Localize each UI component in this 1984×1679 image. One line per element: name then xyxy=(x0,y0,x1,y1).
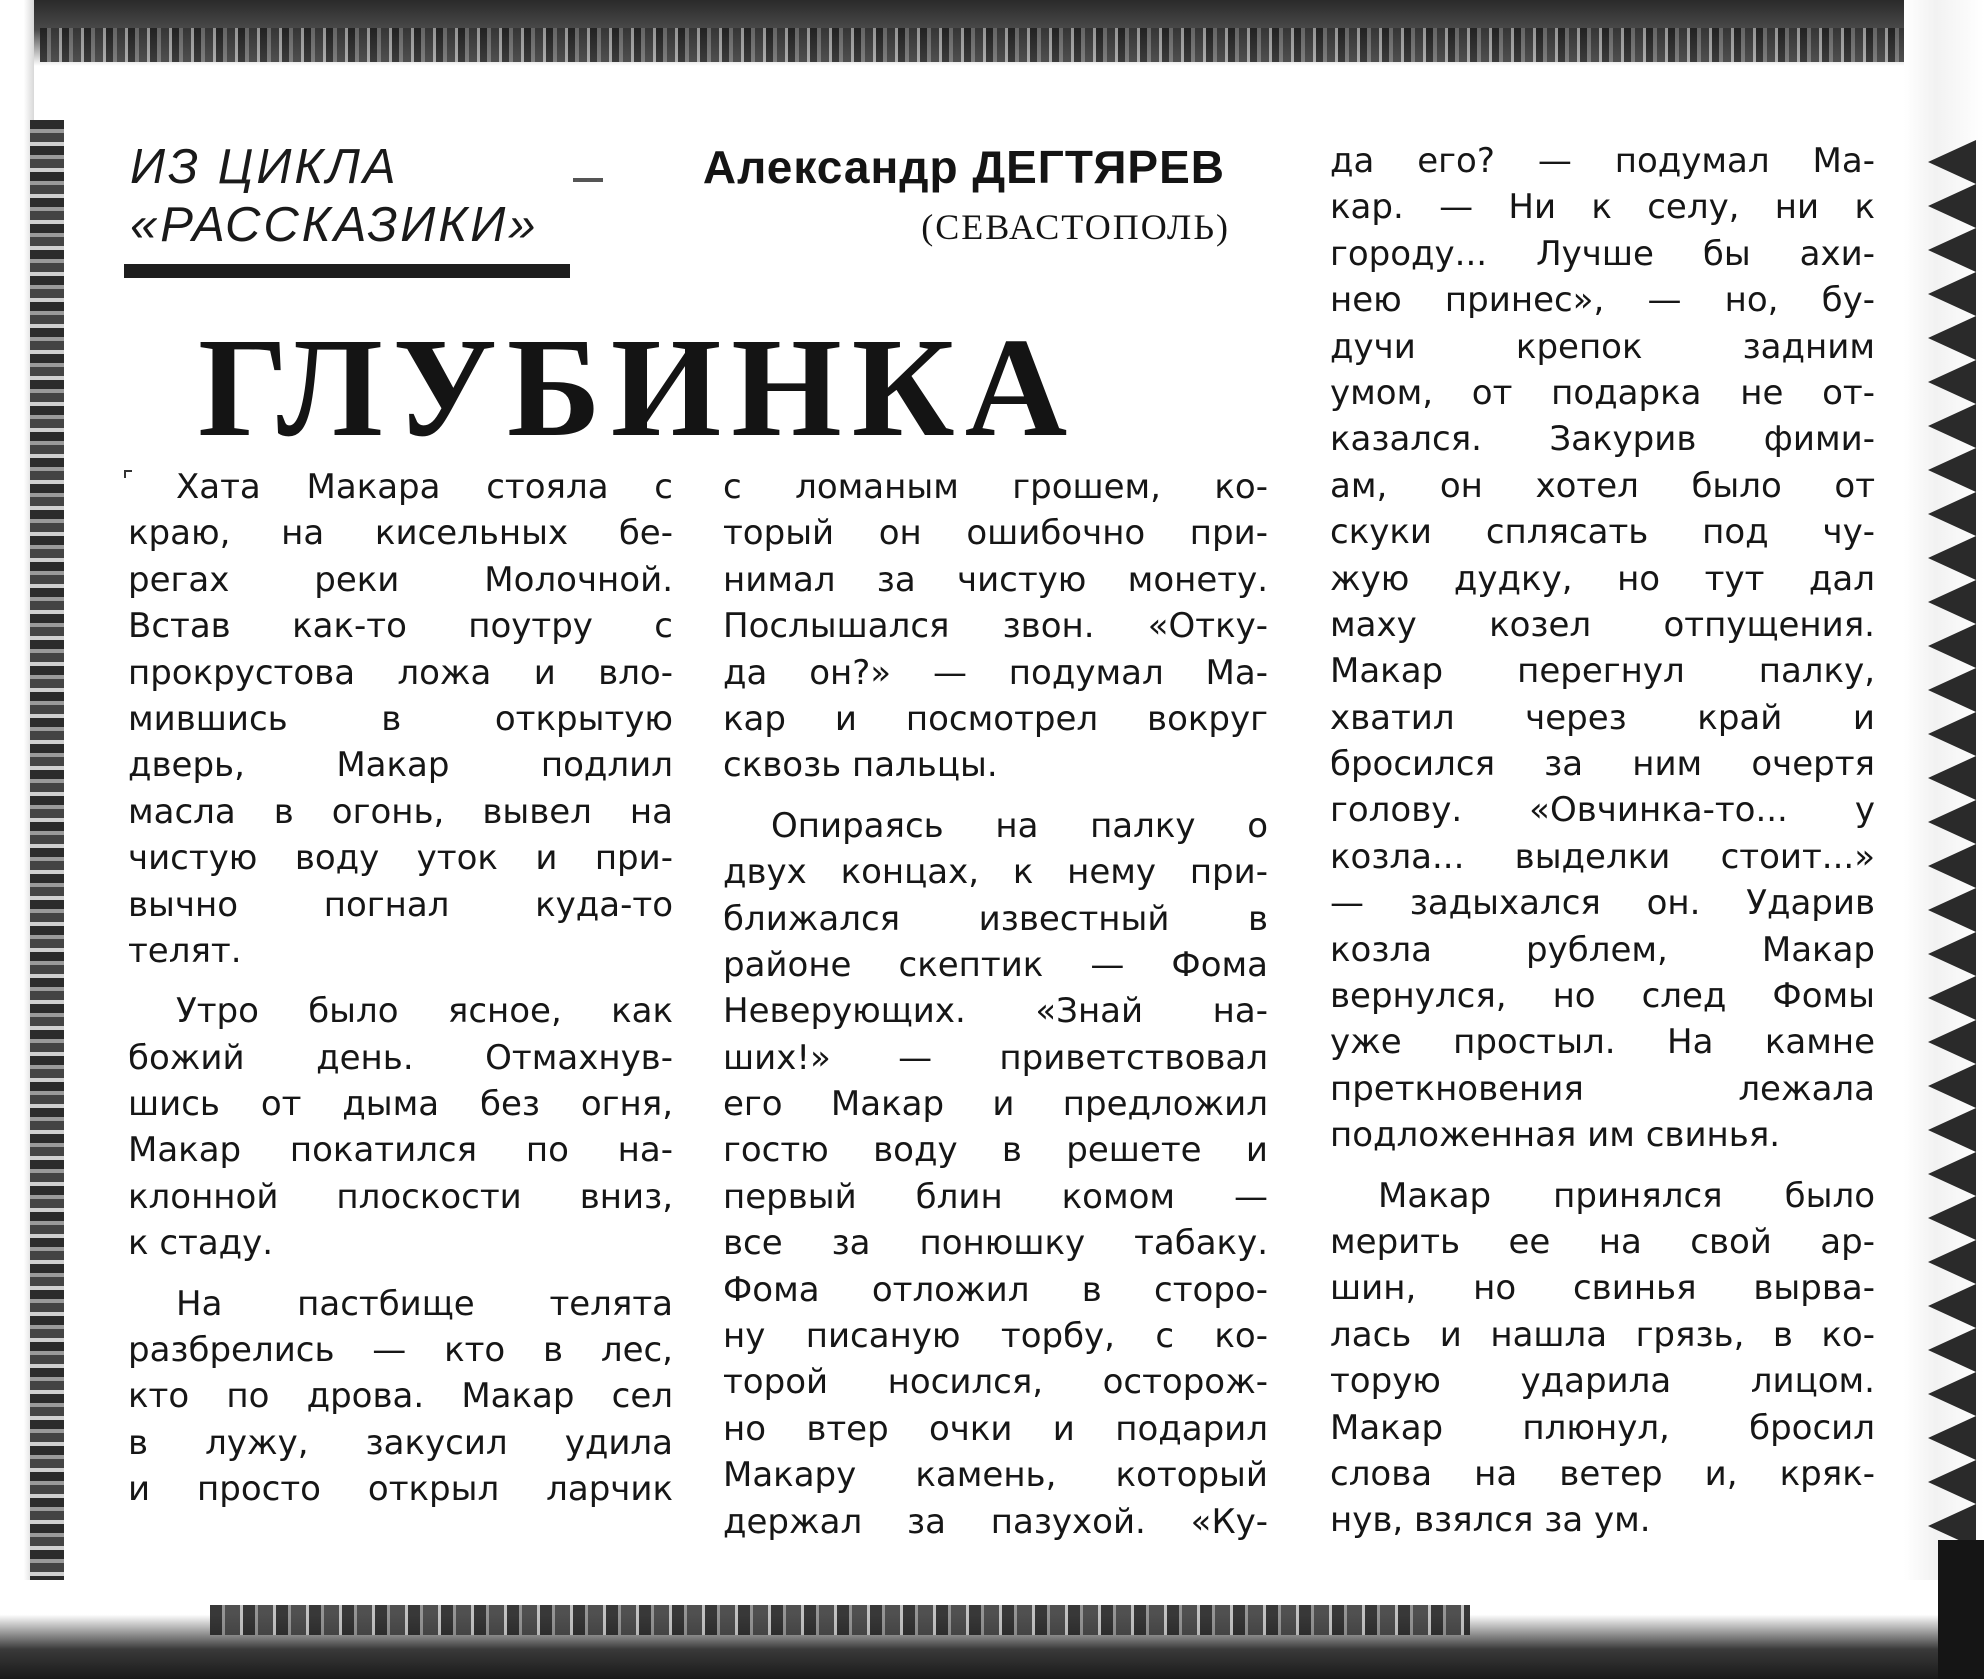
scan-bottom-edge xyxy=(210,1605,1470,1635)
text-line: сквозь пальцы. xyxy=(723,745,998,786)
text-line: торую ударила лицом. xyxy=(1330,1361,1875,1402)
text-line: хватил через край и xyxy=(1330,697,1875,738)
text-line: вычно погнал куда-то xyxy=(128,884,673,925)
series-line-2: «РАССКАЗИКИ» xyxy=(130,198,539,252)
text-line: городу... Лучше бы ахи- xyxy=(1330,233,1875,274)
text-line: Опираясь на палку о xyxy=(771,805,1268,846)
text-line: нею принес», — но, бу- xyxy=(1330,280,1875,321)
text-line: умом, от подарка не от- xyxy=(1330,372,1875,413)
text-line: голову. «Овчинка-то... у xyxy=(1330,790,1875,831)
text-line: Макар принялся было xyxy=(1378,1175,1875,1216)
text-line: торой носился, осторож- xyxy=(723,1362,1268,1403)
paragraph-gap xyxy=(128,1267,673,1281)
series-label xyxy=(130,138,600,254)
text-line: районе скептик — Фома xyxy=(723,944,1268,985)
header-dash xyxy=(573,178,603,182)
text-line: двух концах, к нему при- xyxy=(723,852,1268,893)
text-line: чистую воду уток и при- xyxy=(128,838,673,879)
text-line: шись от дыма без огня, xyxy=(128,1084,673,1125)
text-line: в лужу, закусил удила xyxy=(128,1422,673,1463)
text-line: вернулся, но след Фомы xyxy=(1330,976,1875,1017)
text-line: дучи крепок задним xyxy=(1330,326,1875,367)
article-title: ГЛУБИНКА xyxy=(198,308,1078,466)
text-line: Фома отложил в сторо- xyxy=(723,1269,1268,1310)
paragraph-gap xyxy=(723,789,1268,803)
text-line: Неверующих. «Знай на- xyxy=(723,991,1268,1032)
text-line: преткновения лежала xyxy=(1330,1068,1875,1109)
torn-edge-right xyxy=(1920,140,1976,1540)
text-line: прокрустова ложа и вло- xyxy=(128,652,673,693)
text-line: Макар перегнул палку, xyxy=(1330,651,1875,692)
paragraph-gap xyxy=(128,974,673,988)
text-line: нув, взялся за ум. xyxy=(1330,1500,1651,1541)
text-line: мившись в открытую xyxy=(128,698,673,739)
text-line: разбрелись — кто в лес, xyxy=(128,1330,673,1371)
scan-left-edge xyxy=(30,120,64,1600)
text-line: мерить ее на свой ар- xyxy=(1330,1221,1875,1262)
text-line: — задыхался он. Ударив xyxy=(1330,883,1875,924)
text-column-1 xyxy=(128,464,673,1513)
text-line: Макар плюнул, бросил xyxy=(1330,1407,1875,1448)
text-line: его Макар и предложил xyxy=(723,1084,1268,1125)
series-underline xyxy=(124,264,570,278)
scan-corner-shadow xyxy=(1938,1540,1984,1679)
text-line: козла... выделки стоит...» xyxy=(1330,836,1875,877)
torn-edge-teeth xyxy=(1928,140,1976,1540)
text-line: слова на ветер и, кряк- xyxy=(1330,1453,1875,1494)
text-line: лась и нашла грязь, в ко- xyxy=(1330,1314,1875,1355)
text-line: дверь, Макар подлил xyxy=(128,745,673,786)
author-city: (СЕВАСТОПОЛЬ) xyxy=(921,207,1230,247)
text-line: Послышался звон. «Отку- xyxy=(723,606,1268,647)
text-line: все за понюшку табаку. xyxy=(723,1223,1268,1264)
series-line-1: ИЗ ЦИКЛА xyxy=(130,140,399,194)
text-column-2 xyxy=(723,464,1268,1545)
text-line: но втер очки и подарил xyxy=(723,1408,1268,1449)
text-line: На пастбище телята xyxy=(176,1283,673,1324)
text-line: бросился за ним очертя xyxy=(1330,744,1875,785)
text-line: торый он ошибочно при- xyxy=(723,513,1268,554)
text-line: козла рублем, Макар xyxy=(1330,929,1875,970)
text-line: маху козел отпущения. xyxy=(1330,604,1875,645)
paragraph-gap xyxy=(1330,1159,1875,1173)
text-line: ам, он хотел было от xyxy=(1330,465,1875,506)
text-line: Макар покатился по на- xyxy=(128,1130,673,1171)
text-line: казался. Закурив фими- xyxy=(1330,419,1875,460)
text-line: Встав как-то поутру с xyxy=(128,606,673,647)
text-line: подложенная им свинья. xyxy=(1330,1115,1781,1156)
text-line: шин, но свинья вырва- xyxy=(1330,1268,1875,1309)
scan-left-margin xyxy=(0,0,34,1679)
text-line: жую дудку, но тут дал xyxy=(1330,558,1875,599)
text-line: да он?» — подумал Ма- xyxy=(723,652,1268,693)
text-line: держал за пазухой. «Ку- xyxy=(723,1501,1268,1542)
text-line: нимал за чистую монету. xyxy=(723,559,1268,600)
text-line: ших!» — приветствовал xyxy=(723,1037,1268,1078)
text-line: Макару камень, который xyxy=(723,1455,1268,1496)
text-line: регах реки Молочной. xyxy=(128,559,673,600)
text-line: с ломаным грошем, ко- xyxy=(723,467,1268,507)
text-line: первый блин комом — xyxy=(723,1176,1268,1217)
text-line: к стаду. xyxy=(128,1223,274,1264)
text-line: и просто открыл ларчик xyxy=(128,1469,673,1510)
text-line: Хата Макара стояла с xyxy=(176,467,673,507)
text-line: Утро было ясное, как xyxy=(176,991,673,1032)
text-line: уже простыл. На камне xyxy=(1330,1022,1875,1063)
text-line: кар. — Ни к селу, ни к xyxy=(1330,187,1875,228)
text-line: гостю воду в решете и xyxy=(723,1130,1268,1171)
scan-top-edge xyxy=(40,28,1950,62)
text-line: скуки сплясать под чу- xyxy=(1330,512,1875,553)
text-column-3 xyxy=(1330,138,1875,1544)
text-line: да его? — подумал Ма- xyxy=(1330,141,1875,181)
author-name: Александр ДЕГТЯРЕВ xyxy=(702,141,1225,193)
text-line: кар и посмотрел вокруг xyxy=(723,698,1268,739)
text-line: клонной плоскости вниз, xyxy=(128,1176,673,1217)
text-line: ну писаную торбу, с ко- xyxy=(723,1316,1268,1357)
text-line: божий день. Отмахнув- xyxy=(128,1037,673,1078)
text-line: масла в огонь, вывел на xyxy=(128,791,673,832)
text-line: краю, на кисельных бе- xyxy=(128,513,673,554)
text-line: ближался известный в xyxy=(723,898,1268,939)
text-line: телят. xyxy=(128,930,242,971)
text-line: кто по дрова. Макар сел xyxy=(128,1376,673,1417)
